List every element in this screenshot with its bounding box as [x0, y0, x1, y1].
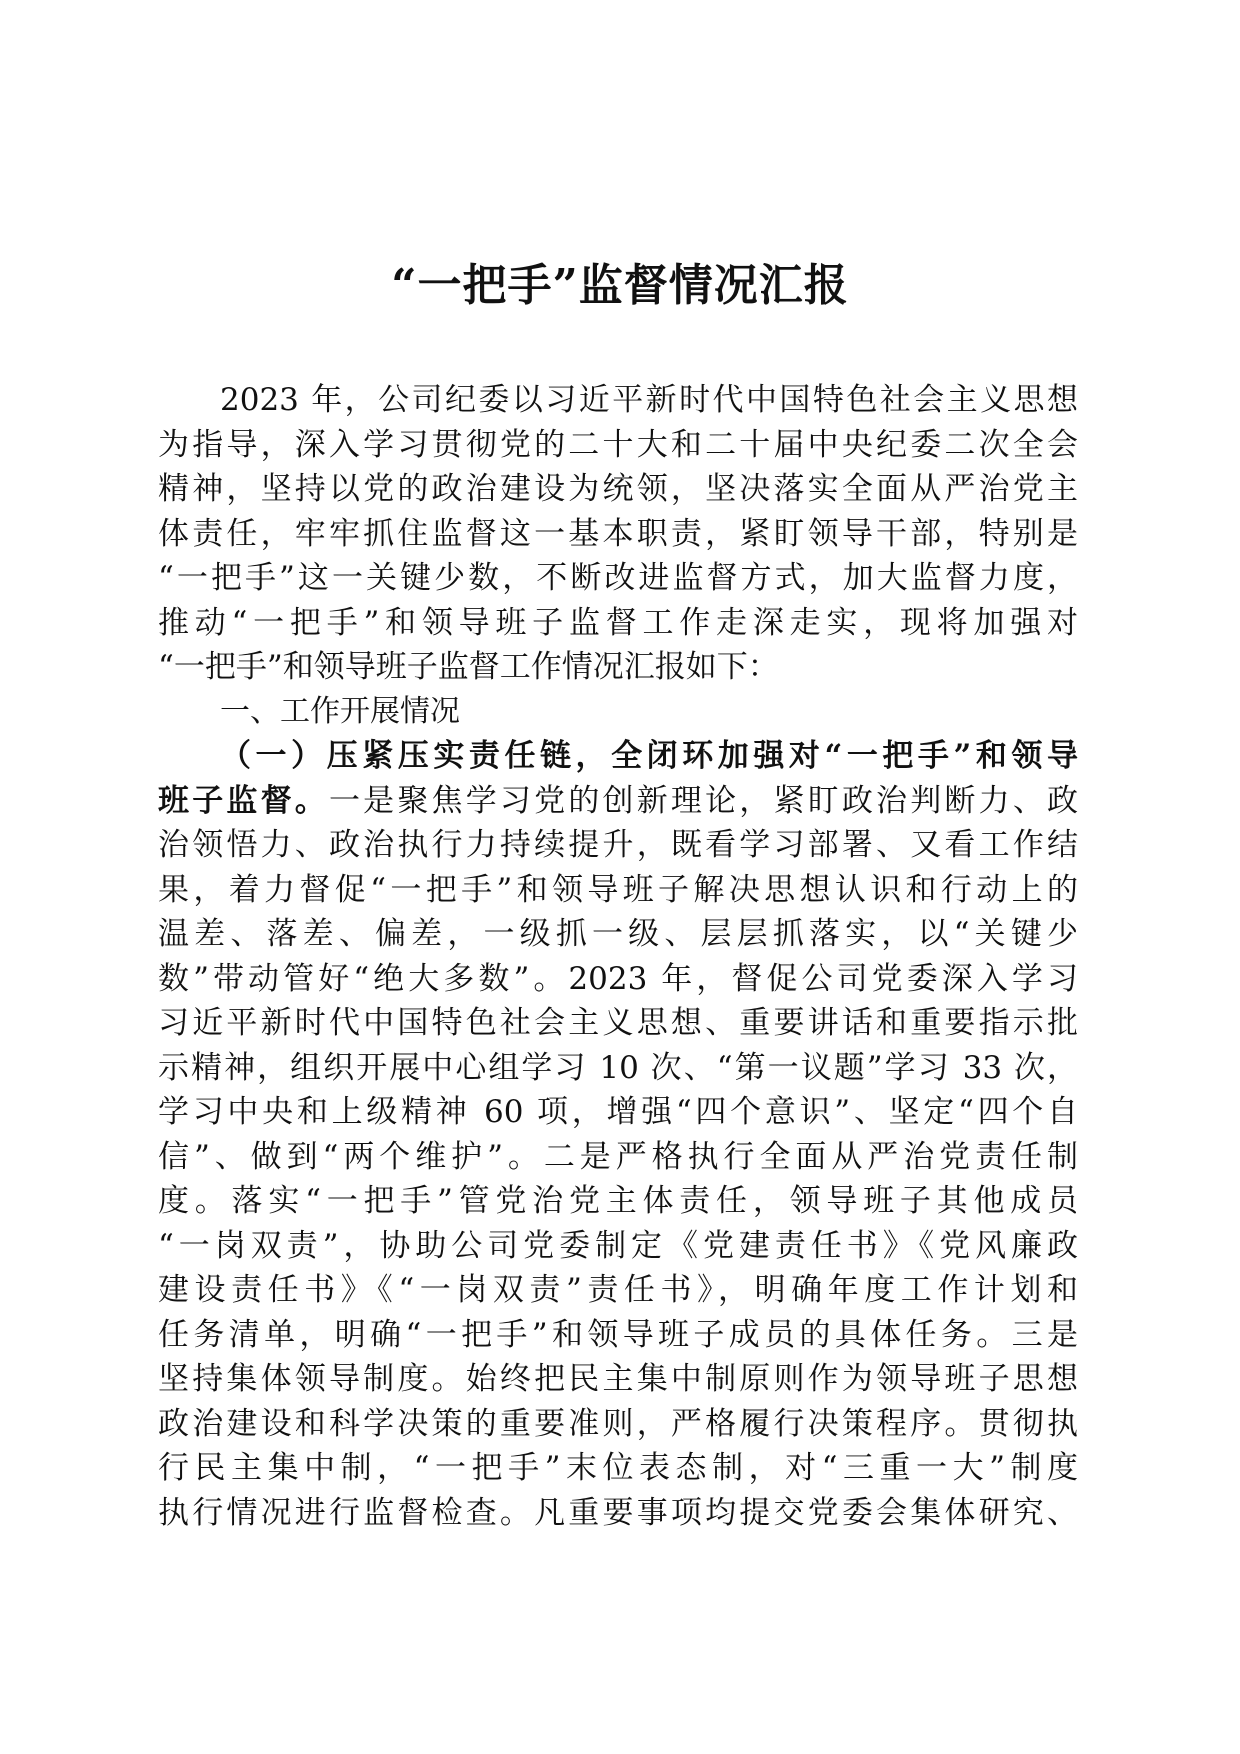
- paragraph-line: 体责任，牢牢抓住监督这一基本职责，紧盯领导干部，特别是: [158, 515, 1078, 552]
- paragraph-line: 建设责任书》《“一岗双责”责任书》，明确年度工作计划和: [158, 1272, 1078, 1308]
- paragraph-line: 坚持集体领导制度。始终把民主集中制原则作为领导班子思想: [158, 1361, 1078, 1397]
- paragraph-line: [158, 779, 1078, 824]
- paragraph-line: “一岗双责”，协助公司党委制定《党建责任书》《党风廉政: [158, 1227, 1078, 1264]
- paragraph-line: 温差、落差、偏差，一级抓一级、层层抓落实，以“关键少: [158, 916, 1078, 952]
- paragraph-line: 政治建设和科学决策的重要准则，严格履行决策程序。贯彻执: [158, 1405, 1078, 1442]
- paragraph-line: 行民主集中制，“一把手”末位表态制，对“三重一大”制度: [158, 1450, 1078, 1486]
- paragraph-text: 一是聚焦学习党的创新理论，紧盯政治判断力、政: [328, 782, 1079, 819]
- paragraph-line: 治领悟力、政治执行力持续提升，既看学习部署、又看工作结: [158, 827, 1078, 863]
- document-body: [158, 378, 1078, 1535]
- paragraph-line: 2023 年，公司纪委以习近平新时代中国特色社会主义思想: [220, 382, 1078, 418]
- paragraph-line: 示精神，组织开展中心组学习 10 次、“第一议题”学习 33 次，: [158, 1049, 1078, 1086]
- paragraph-line: “一把手”和领导班子监督工作情况汇报如下：: [158, 649, 779, 685]
- section-heading: 一、工作开展情况: [220, 693, 460, 729]
- paragraph-line: 精神，坚持以党的政治建设为统领，坚决落实全面从严治党主: [158, 471, 1078, 507]
- paragraph-line: 推动“一把手”和领导班子监督工作走深走实，现将加强对: [158, 604, 1078, 641]
- paragraph-line: 度。落实“一把手”管党治党主体责任，领导班子其他成员: [158, 1183, 1078, 1219]
- paragraph-line: “一把手”这一关键少数，不断改进监督方式，加大监督力度，: [158, 560, 1078, 596]
- paragraph-line: 信”、做到“两个维护”。二是严格执行全面从严治党责任制: [158, 1138, 1078, 1175]
- paragraph-line: 为指导，深入学习贯彻党的二十大和二十届中央纪委二次全会: [158, 426, 1078, 463]
- paragraph-line: 学习中央和上级精神 60 项，增强“四个意识”、坚定“四个自: [158, 1094, 1078, 1130]
- paragraph-line: 执行情况进行监督检查。凡重要事项均提交党委会集体研究、: [158, 1494, 1078, 1531]
- paragraph-line: 习近平新时代中国特色社会主义思想、重要讲话和重要指示批: [158, 1005, 1078, 1041]
- paragraph-line: 数”带动管好“绝大多数”。2023 年，督促公司党委深入学习: [158, 960, 1078, 997]
- document-title: “一把手”监督情况汇报: [391, 260, 849, 311]
- subsection-heading: （一）压紧压实责任链，全闭环加强对“一把手”和领导: [220, 738, 1078, 774]
- paragraph-line: 果，着力督促“一把手”和领导班子解决思想认识和行动上的: [158, 871, 1078, 908]
- subsection-heading-end: 班子监督。: [158, 782, 329, 819]
- paragraph-line: 任务清单，明确“一把手”和领导班子成员的具体任务。三是: [158, 1316, 1078, 1353]
